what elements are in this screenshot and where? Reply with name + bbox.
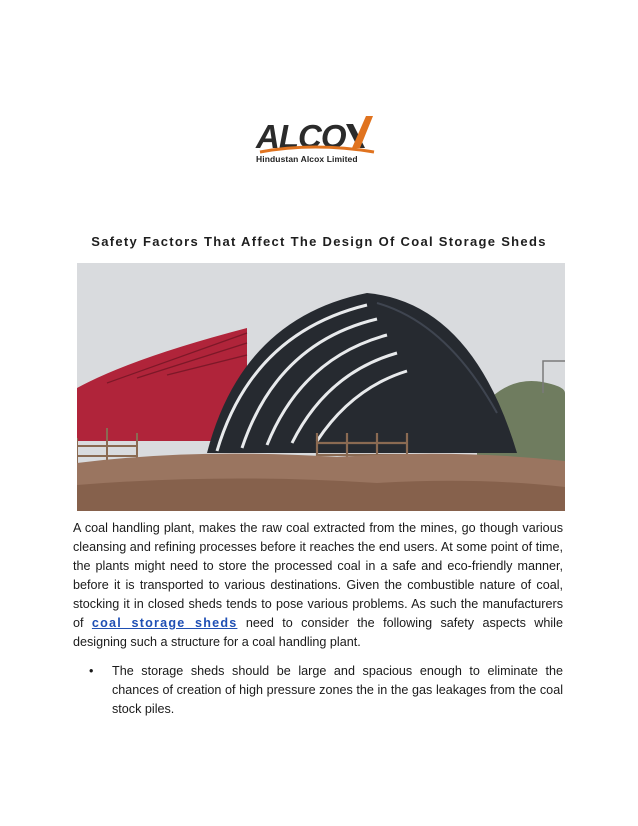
document-title: Safety Factors That Affect The Design Of Coal Storage Sheds (91, 234, 547, 249)
company-logo (254, 112, 378, 168)
coal-shed-photo (77, 263, 565, 511)
list-item-text: The storage sheds should be large and spacious enough to eliminate the chances of creation of high pressure zones the in the gas leakages from the coal stock piles. (112, 664, 563, 716)
svg-text:ALCO: ALCO (256, 118, 346, 155)
intro-text: A coal handling plant, makes the raw coal extracted from the mines, go though various cleansing and refining processes before it reaches the end users. At some point of time, the plants might need to store the processed coal in a safe and eco-friendly manner, before it is transported to various destinations. Given the combustible nature of coal, stocking it in closed sheds tends to pose various problems. As such the manufacturers of (73, 521, 563, 630)
company-name: Hindustan Alcox Limited (256, 154, 358, 164)
safety-list (73, 662, 563, 719)
intro-text-continued: need to consider the following safety aspects while designing such a structure for a coal handling plant. (73, 616, 563, 649)
body-text (73, 519, 563, 719)
list-item (73, 662, 563, 719)
intro-paragraph (73, 519, 563, 652)
coal-shed-image (77, 263, 565, 511)
bullet-marker: • (89, 664, 94, 678)
coal-storage-sheds-link[interactable]: coal storage sheds (91, 616, 238, 630)
alcox-logo-mark (254, 112, 378, 156)
